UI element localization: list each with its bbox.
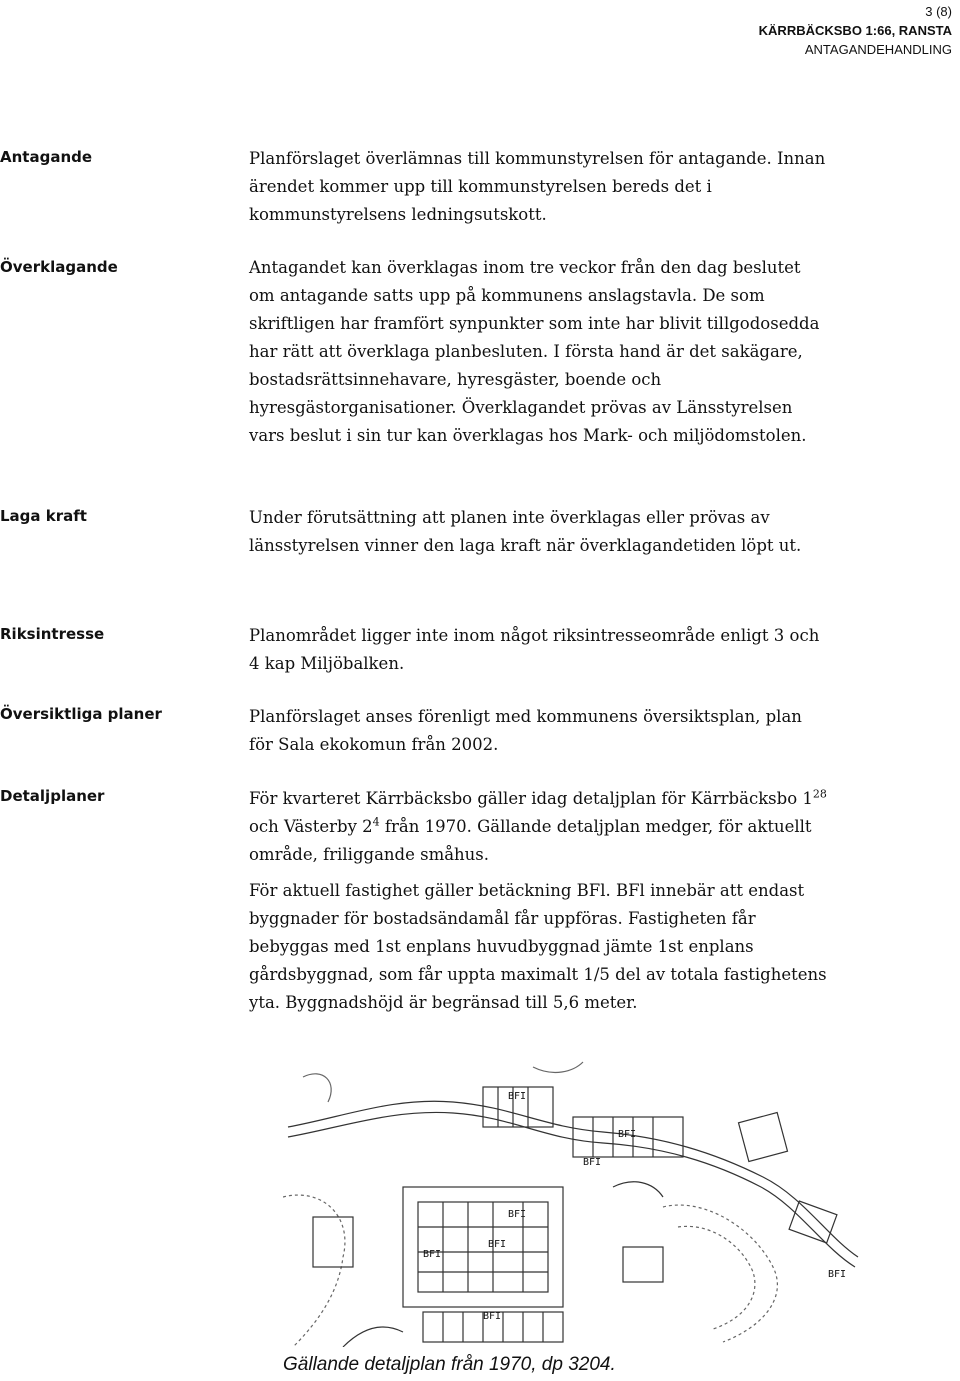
label-oversiktliga-planer: Översiktliga planer [0,705,162,723]
map-caption: Gällande detaljplan från 1970, dp 3204. [283,1354,616,1375]
text-oversiktliga-planer: Planförslaget anses förenligt med kommunens översiktsplan, plan för Sala ekokomun från 2002. [249,707,802,754]
page-number: 3 (8) [925,4,952,19]
detaljplaner-line2b: från 1970. Gällande detaljplan medger, för aktuellt [379,817,812,836]
label-overklagande: Överklagande [0,258,118,276]
label-detaljplaner: Detaljplaner [0,787,105,805]
superscript-4: 4 [372,815,380,829]
document-subtitle: ANTAGANDEHANDLING [804,42,952,57]
map-label-bfi-7: BFI [483,1311,502,1322]
detaljplaner-line2a: och Västerby 2 [249,817,373,836]
map-label-bfi-3: BFI [583,1157,602,1168]
text-detaljplaner [249,785,929,869]
detaljplaner-line3: område, friliggande småhus. [249,845,490,864]
detaljplaner-line1: För kvarteret Kärrbäcksbo gäller idag detaljplan för Kärrbäcksbo 1 [249,789,813,808]
text-overklagande: Antagandet kan överklagas inom tre veckor från den dag beslutet om antagande satts upp på kommunens anslagstavla. De som skriftligen har framfört synpunkter som inte har blivit tillgodosedda har rätt att överklaga planbesluten. I första hand är det sakägare, bostadsrättsinnehavare, hyresgäster, boende och hyresgästorganisationer. Överklagandet prövas av Länsstyrelsen vars beslut i sin tur kan överklagas hos Mark- och miljödomstolen. [249,258,820,445]
superscript-28: 28 [812,787,827,801]
map-label-bfi-8: BFI [828,1269,847,1280]
text-laga-kraft: Under förutsättning att planen inte överklagas eller prövas av länsstyrelsen vinner den laga kraft när överklagandetiden löpt ut. [249,508,802,555]
label-antagande: Antagande [0,148,93,166]
label-laga-kraft: Laga kraft [0,507,87,525]
map-label-bfi-2: BFI [618,1129,637,1140]
text-riksintresse: Planområdet ligger inte inom något riksintresseområde enligt 3 och 4 kap Miljöbalken. [249,626,820,673]
map-label-bfi-4: BFI [508,1209,527,1220]
label-riksintresse: Riksintresse [0,625,105,643]
text-antagande: Planförslaget överlämnas till kommunstyrelsen för antagande. Innan ärendet kommer upp till kommunstyrelsen bereds det i kommunstyrelsens ledningsutskott. [249,149,826,224]
detail-plan-map [283,1057,861,1347]
text-bfl: För aktuell fastighet gäller betäckning BFl. BFl innebär att endast byggnader för bostadsändamål får uppföras. Fastigheten får bebyggas med 1st enplans huvudbyggnad jämte 1st enplans gårdsbyggnad, som får uppta maximalt 1/5 del av totala fastighetens yta. Byggnadshöjd är begränsad till 5,6 meter. [249,881,827,1012]
map-label-bfi-6: BFI [423,1249,442,1260]
map-label-bfi-5: BFI [488,1239,507,1250]
document-title: KÄRRBÄCKSBO 1:66, RANSTA [758,23,952,38]
map-label-bfi-1: BFI [508,1091,527,1102]
page-header [759,2,952,59]
